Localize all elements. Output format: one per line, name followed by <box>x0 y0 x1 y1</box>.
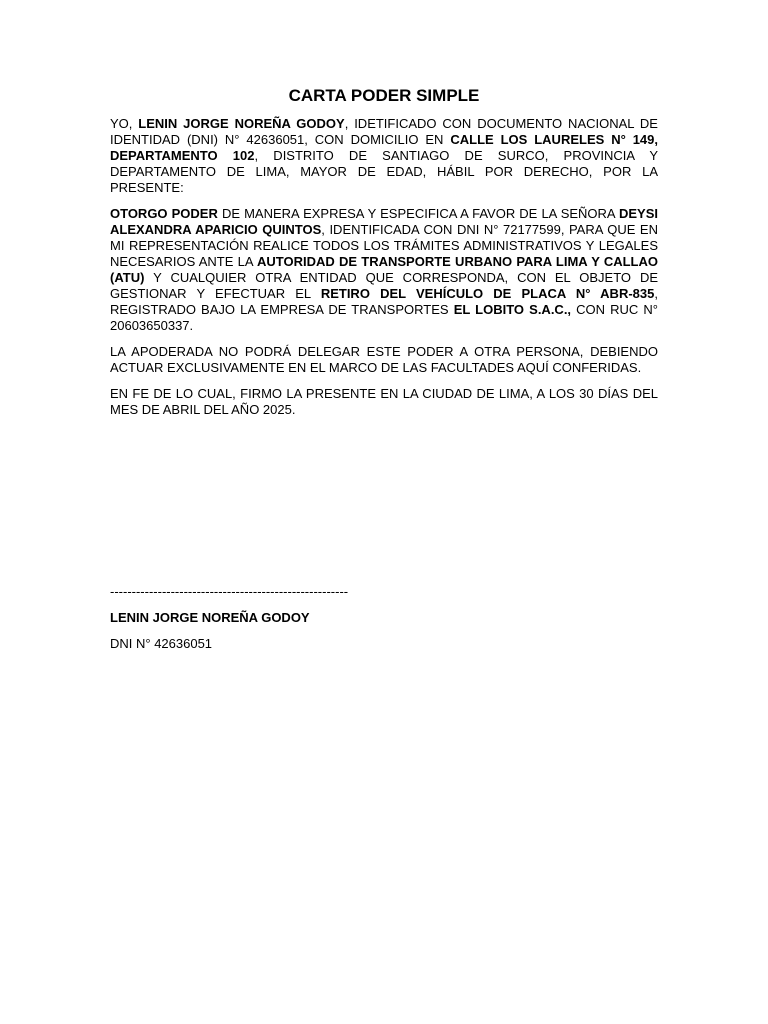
p2-text-d: , IDENTIFICADA CON DNI N° 72177599, PARA QUE EN MI REPRESENTACIÓN REALICE TODOS LOS TRÁMITES ADMINISTRATIVOS Y LEGALES NECESARIOS ANTE LA <box>110 222 658 269</box>
authority-name: AUTORIDAD DE TRANSPORTE URBANO PARA LIMA Y CALLAO (ATU) <box>110 254 659 285</box>
document-title: CARTA PODER SIMPLE <box>288 86 480 105</box>
p1-text-e: , DISTRITO DE SANTIAGO DE SURCO, PROVINCIA Y DEPARTAMENTO DE LIMA, MAYOR DE EDAD, HÁBIL POR DERECHO, POR LA PRESENTE: <box>110 148 658 195</box>
paragraph-closing: EN FE DE LO CUAL, FIRMO LA PRESENTE EN LA CIUDAD DE LIMA, A LOS 30 DÍAS DEL MES DE ABRIL DEL AÑO 2025. <box>110 386 658 417</box>
p2-text-j: CON RUC N° 20603650337. <box>110 302 659 333</box>
signature-line: ------------------------------------------------------- <box>110 584 349 599</box>
signer-dni: DNI N° 42636051 <box>110 636 213 651</box>
company-name: EL LOBITO S.A.C., <box>453 302 572 317</box>
document-body <box>110 86 658 428</box>
grantor-name: LENIN JORGE NOREÑA GODOY <box>138 116 345 131</box>
paragraph-grant <box>110 206 658 334</box>
signature-block <box>110 584 658 652</box>
grantor-address: CALLE LOS LAURELES N° 149, DEPARTAMENTO 102 <box>110 132 658 163</box>
attorney-name: DEYSI ALEXANDRA APARICIO QUINTOS <box>110 206 658 237</box>
vehicle-plate: RETIRO DEL VEHÍCULO DE PLACA N° ABR-835 <box>320 286 655 301</box>
p1-text-a: YO, <box>110 116 139 131</box>
p1-text-c: , IDETIFICADO CON DOCUMENTO NACIONAL DE IDENTIDAD (DNI) N° 42636051, CON DOMICILIO EN <box>110 116 658 147</box>
grant-phrase: OTORGO PODER <box>110 206 218 221</box>
p2-text-f: Y CUALQUIER OTRA ENTIDAD QUE CORRESPONDA, CON EL OBJETO DE GESTIONAR Y EFECTUAR EL <box>110 270 658 301</box>
paragraph-identification <box>110 116 658 196</box>
signer-name: LENIN JORGE NOREÑA GODOY <box>110 610 310 625</box>
p2-text-b: DE MANERA EXPRESA Y ESPECIFICA A FAVOR DE LA SEÑORA <box>217 206 619 221</box>
p2-text-h: , REGISTRADO BAJO LA EMPRESA DE TRANSPORTES <box>110 286 658 317</box>
paragraph-restriction: LA APODERADA NO PODRÁ DELEGAR ESTE PODER A OTRA PERSONA, DEBIENDO ACTUAR EXCLUSIVAMENTE EN EL MARCO DE LAS FACULTADES AQUÍ CONFERIDAS. <box>110 344 658 375</box>
